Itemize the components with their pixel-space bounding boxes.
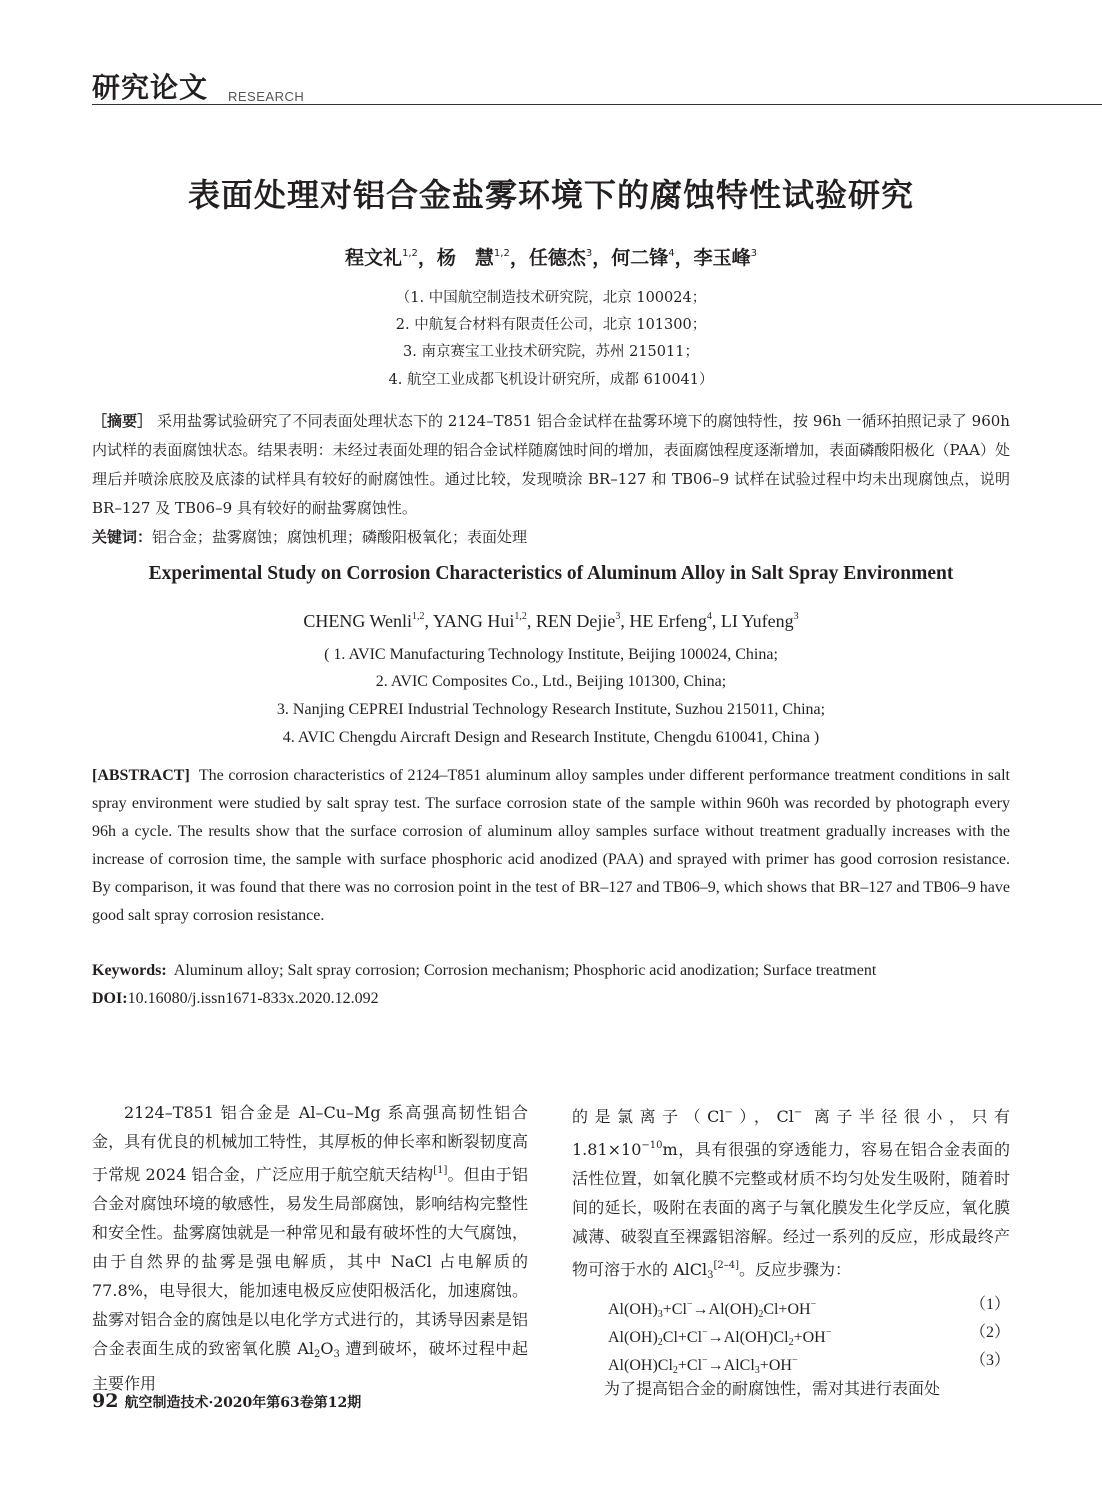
journal-info: 航空制造技术·2020年第63卷第12期	[124, 1395, 362, 1411]
affiliation-en: ( 1. AVIC Manufacturing Technology Institute, Beijing 100024, China;	[324, 646, 778, 663]
keywords-text-cn: 铝合金；盐雾腐蚀；腐蚀机理；磷酸阳极氧化；表面处理	[152, 528, 528, 546]
subscript: 3	[333, 1349, 340, 1360]
author-name: YANG Hui	[432, 611, 515, 631]
equation: $Al(OH)_3+Cl^-\to Al(OH)_2Cl+OH^-$	[608, 1299, 817, 1320]
author-list-cn: 程文礼$^{1,2}$，杨 慧$^{1,2}$，任德杰$^3$，何二锋$^4$，李玉峰$^3$	[344, 247, 758, 269]
body-paragraph	[92, 1098, 528, 1398]
equation: $Al(OH)Cl_2+Cl^-\to AlCl_3+OH^-$	[608, 1355, 798, 1376]
abstract-en	[92, 762, 1010, 930]
body-column-right	[572, 1098, 1010, 1403]
abstract-cn	[92, 407, 1010, 552]
abstract-text-cn: 采用盐雾试验研究了不同表面处理状态下的 2124–T851 铝合金试样在盐雾环境下的腐蚀特性，按 96h 一循环拍照记录了 960h 内试样的表面腐蚀状态。结果表明：未经过表面处理的铝合金试样随腐蚀时间的增加，表面腐蚀程度逐渐增加，表面磷酸阳极化（PAA）处理后并喷涂底胶及底漆的试样具有较好的耐腐蚀性。通过比较，发现喷涂 BR–127 和 TB06–9 试样在试验过程中均未出现腐蚀点，说明 BR–127 及 TB06–9 具有较好的耐盐雾腐蚀性。	[92, 412, 1010, 517]
body-text: 。反应步骤为：	[739, 1260, 852, 1279]
citation: [2–4]	[713, 1260, 740, 1271]
author-name: 何二锋	[611, 247, 669, 269]
author-name: 程文礼	[344, 247, 402, 269]
author-name: REN Dejie	[535, 611, 616, 631]
affiliation-en: 4. AVIC Chengdu Aircraft Design and Research Institute, Chengdu 610041, China )	[282, 729, 820, 746]
author-affiliation: 1,2	[412, 611, 425, 622]
author-affiliation: 3	[750, 248, 758, 259]
doi-text: 10.16080/j.issn1671-833x.2020.12.092	[127, 990, 379, 1007]
author-name: 杨 慧	[436, 247, 494, 269]
abstract-text-en: The corrosion characteristics of 2124–T851 aluminum alloy samples under different performance treatment conditions in salt spray environment were studied by salt spray test. The surface corrosion state of the sample within 960h was recorded by photograph every 96h a cycle. The results show that the surface corrosion of aluminum alloy samples surface without treatment gradually increases with the increase of corrosion time, the sample with surface phosphoric acid anodized (PAA) and sprayed with primer has good corrosion resistance. By comparison, it was found that there was no corrosion point in the test of BR–127 and TB06–9, which shows that BR–127 and TB06–9 have good salt spray corrosion resistance.	[92, 767, 1011, 924]
body-text: 。但由于铝合金对腐蚀环境的敏感性，易发生局部腐蚀，影响结构完整性和安全性。盐雾腐蚀就是一种常见和最有破坏性的大气腐蚀，由于自然界的盐雾是强电解质，其中 NaCl 占电解质的 77.8%，电导很大，能加速电极反应使阳极活化，加速腐蚀。盐雾对铝合金的腐蚀是以电化学方式进行的，其诱导因素是铝合金表面生成的致密氧化膜 Al	[92, 1165, 528, 1358]
affiliation-cn: 3. 南京赛宝工业技术研究院，苏州 215011；	[403, 344, 699, 360]
doi-label: DOI:	[92, 990, 128, 1007]
superscript: −	[724, 1107, 733, 1118]
keywords-label-en: Keywords:	[92, 962, 167, 979]
equation-number: （3）	[969, 1352, 1010, 1369]
author-affiliation: 1,2	[514, 611, 527, 622]
page-number: 92	[92, 1390, 119, 1412]
abstract-label-cn: ［摘要］	[92, 412, 153, 430]
body-text: 2124–T851 铝合金是 Al–Cu–Mg 系高强高韧性铝合金，具有优良的机械加工特性，其厚板的伸长率和断裂韧度高于常规 2024 铝合金，广泛应用于航空航天结构	[92, 1103, 528, 1184]
author-affiliation: 3	[793, 611, 799, 622]
body-text: m，具有很强的穿透能力，容易在铝合金表面的活性位置，如氧化膜不完整或材质不均匀处发生吸附，随着时间的延长，吸附在表面的离子与氧化膜发生化学反应，氧化膜减薄、破裂直至裸露铝溶解。经过一系列的反应，形成最终产物可溶于水的 AlCl	[572, 1140, 1010, 1279]
body-text: 离子半径很小，只有 1.81×10	[572, 1107, 1010, 1159]
paper-title-en: Experimental Study on Corrosion Characteristics of Aluminum Alloy in Salt Spray Environment	[148, 563, 954, 584]
equation-row	[572, 1318, 1010, 1346]
keywords-label-cn: 关键词：	[92, 528, 153, 546]
equation-row	[572, 1346, 1010, 1374]
affiliation-cn: 2. 中航复合材料有限责任公司，北京 101300；	[395, 317, 707, 333]
body-text: O	[320, 1339, 334, 1358]
body-paragraph	[572, 1098, 1010, 1290]
author-name: 李玉峰	[693, 247, 751, 269]
equation-number: （2）	[969, 1324, 1010, 1341]
section-label-en: RESEARCH	[228, 89, 305, 104]
page-footer	[92, 1390, 361, 1412]
subscript: 2	[314, 1349, 321, 1360]
affiliation-en: 3. Nanjing CEPREI Industrial Technology Research Institute, Suzhou 215011, China;	[276, 701, 826, 718]
body-text: ），Cl	[732, 1107, 794, 1126]
body-text: 遭到破坏，破坏过程中起主要作用	[92, 1339, 528, 1393]
subscript: 3	[707, 1270, 714, 1281]
paper-title-cn: 表面处理对铝合金盐雾环境下的腐蚀特性试验研究	[187, 176, 914, 214]
header-rule	[92, 104, 1102, 105]
keywords-en	[92, 957, 1052, 985]
abstract-label-en: [ABSTRACT]	[92, 767, 190, 784]
body-paragraph: 为了提高铝合金的耐腐蚀性，需对其进行表面处	[604, 1379, 941, 1398]
body-text: 的是氯离子（Cl	[572, 1107, 725, 1126]
affiliation-cn: （1. 中国航空制造技术研究院，北京 100024；	[395, 290, 707, 306]
citation: [1]	[433, 1165, 448, 1176]
author-affiliation: 1,2	[401, 248, 418, 259]
equation-row	[572, 1290, 1010, 1318]
section-label: 研究论文	[92, 71, 209, 104]
author-name: CHENG Wenli	[303, 611, 413, 631]
affiliation-cn: 4. 航空工业成都飞机设计研究所，成都 610041）	[388, 372, 714, 388]
author-affiliation: 3	[585, 248, 593, 259]
author-name: 任德杰	[528, 247, 586, 269]
author-affiliation: 1,2	[493, 248, 510, 259]
author-name: LI Yufeng	[720, 611, 794, 631]
author-affiliation: 4	[668, 248, 675, 259]
equation-number: （1）	[969, 1296, 1010, 1313]
body-column-left	[92, 1098, 528, 1398]
author-affiliation: 3	[615, 611, 621, 622]
keywords-text-en: Aluminum alloy; Salt spray corrosion; Corrosion mechanism; Phosphoric acid anodization; Surface treatment	[173, 962, 877, 979]
affiliation-en: 2. AVIC Composites Co., Ltd., Beijing 101300, China;	[375, 673, 727, 690]
author-name: HE Erfeng	[629, 611, 707, 631]
superscript: −10	[641, 1140, 663, 1151]
superscript: −	[793, 1107, 803, 1118]
author-affiliation: 4	[706, 611, 712, 622]
doi	[92, 985, 379, 1013]
equation: $Al(OH)_2Cl+Cl^-\to Al(OH)Cl_2+OH^-$	[608, 1327, 832, 1348]
author-list-en: CHENG Wenli$^{1,2}$, YANG Hui$^{1,2}$, REN Dejie$^3$, HE Erfeng$^4$, LI Yufeng$^3$	[303, 611, 799, 631]
